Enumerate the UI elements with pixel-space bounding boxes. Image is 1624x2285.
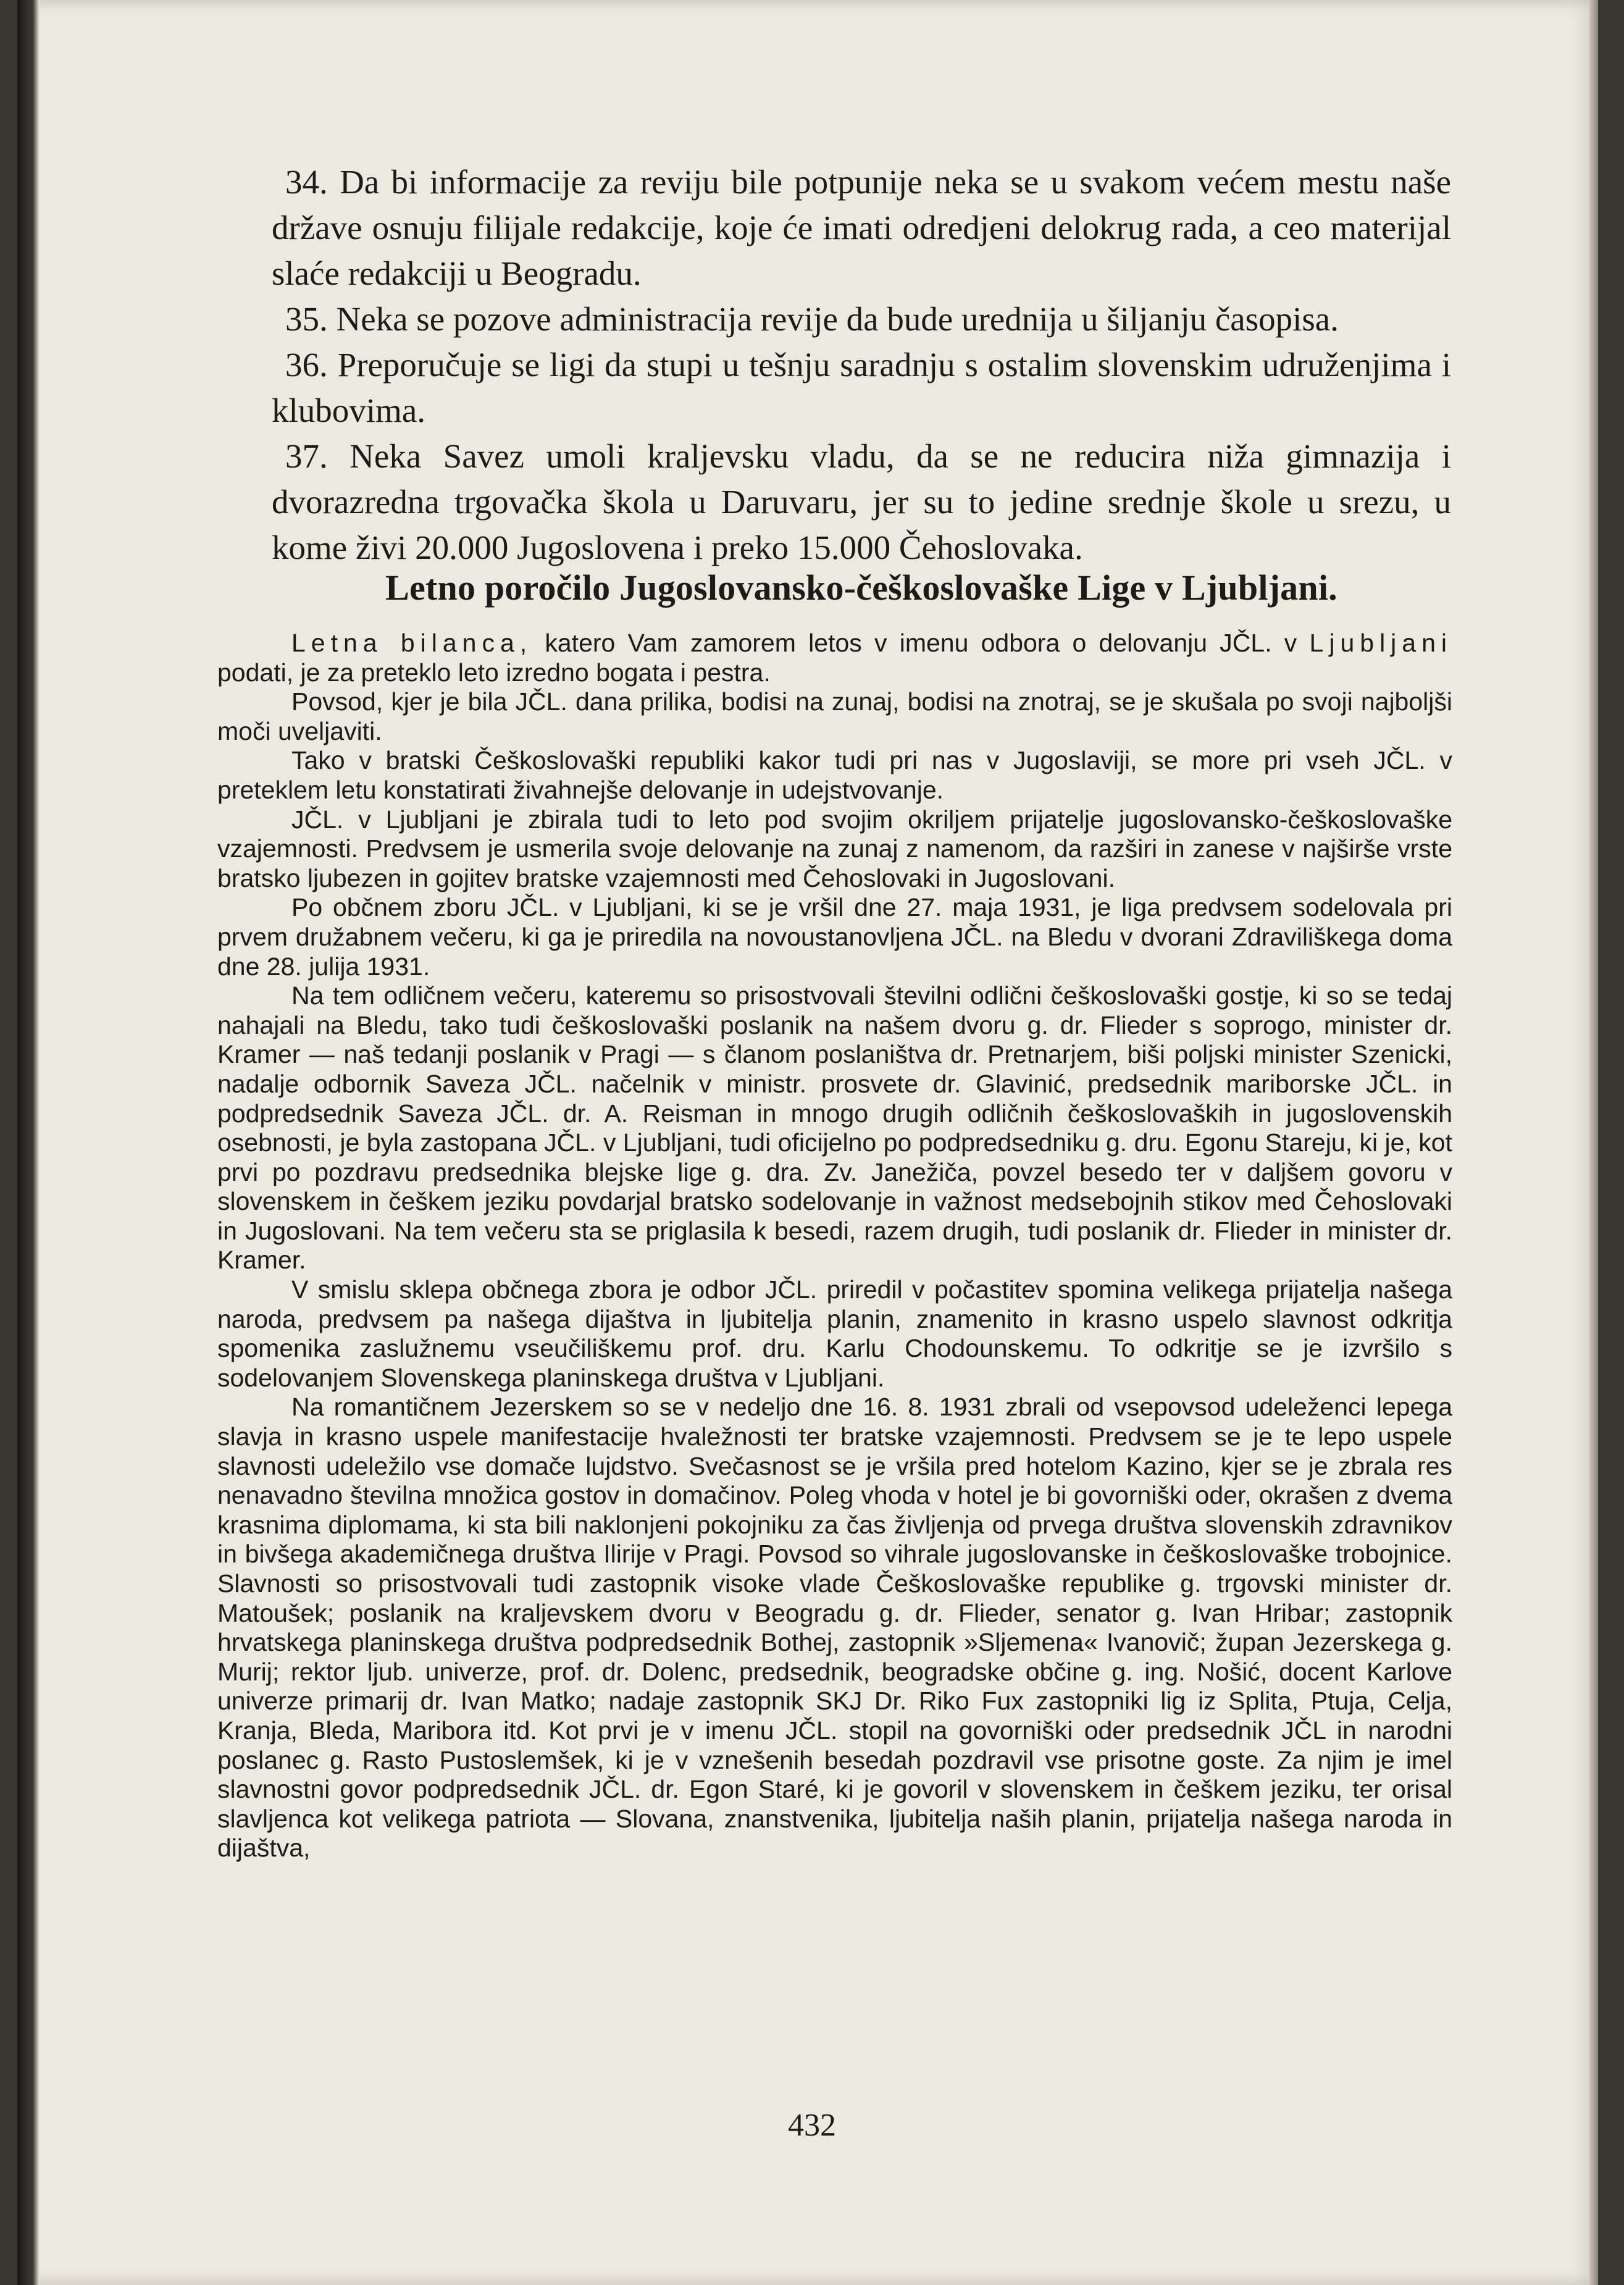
report-heading: Letno poročilo Jugoslovansko-češkoslovaške Lige v Ljubljani. [385,568,1337,608]
resolution-36: 36. Preporučuje se ligi da stupi u tešnju saradnju s ostalim slovenskim udruženjima i klubovima. [272,346,1451,429]
report-p1-text-b: podati, je za preteklo leto izredno bogata i pestra. [217,658,771,687]
resolution-37: 37. Neka Savez umoli kraljevsku vladu, da se ne reducira niža gimnazija i dvorazredna trgovačka škola u Daruvaru, jer su to jedine srednje škole u srezu, u kome živi 20.000 Jugoslovena i preko 15.000 Čehoslovaka. [272,437,1451,566]
report-paragraph-7: V smislu sklepa občnega zbora je odbor JČL. priredil v počastitev spomina velikega prijatelja našega naroda, predvsem pa našega dijaštva in ljubitelja planin, znamenito in krasno uspelo slavnost odkritja spomenika zaslužnemu vseučiliškemu prof. dru. Karlu Chodounskemu. To odkritje se je izvršilo s sodelovanjem Slovenskega planinskega društva v Ljubljani. [217,1275,1452,1392]
report-paragraph-3: Tako v bratski Češkoslovaški republiki kakor tudi pri nas v Jugoslaviji, se more pri vseh JČL. v preteklem letu konstatirati živahnejše delovanje in udejstvovanje. [217,746,1452,804]
resolutions-block [272,159,1451,571]
spaced-ljubljani: Ljubljani [1309,629,1452,657]
report-paragraph-6: Na tem odličnem večeru, kateremu so prisostvovali številni odlični češkoslovaški gostje, ki so se tedaj nahajali na Bledu, tako tudi češkoslovaški poslanik na našem dvoru g. dr. Flieder s soprogo, minister dr. Kramer — naš tedanji poslanik v Pragi — s članom poslaništva dr. Pretnarjem, biši poljski minister Szenicki, nadalje odbornik Saveza JČL. načelnik v ministr. prosvete dr. Glavinić, predsednik mariborske JČL. in podpredsednik Saveza JČL. dr. A. Reisman in mnogo drugih odličnih češkoslovaških in jugoslovenskih osebnosti, je byla zastopana JČL. v Ljubljani, tudi oficijelno po podpredsedniku g. dru. Egonu Stareju, ki je, kot prvi po pozdravu predsednika blejske lige g. dra. Zv. Janežiča, povzel besedo ter v daljšem govoru v slovenskem in češkem jeziku povdarjal bratsko sodelovanje in važnost medsebojnih stikov med Čehoslovaki in Jugoslovani. Na tem večeru sta se priglasila k besedi, razem drugih, tudi poslanik dr. Flieder in minister dr. Kramer. [217,981,1452,1275]
page-number: 432 [788,2108,836,2143]
report-paragraph-2: Povsod, kjer je bila JČL. dana prilika, bodisi na zunaj, bodisi na znotraj, se je skušala po svoji najboljši moči uveljaviti. [217,687,1452,745]
resolution-34: 34. Da bi informacije za reviju bile potpunije neka se u svakom većem mestu naše države osnuju filijale redakcije, koje će imati odredjeni delokrug rada, a ceo materijal slaće redakciji u Beogradu. [272,163,1451,292]
report-body [217,629,1452,1863]
page-edge [1589,0,1598,2285]
report-paragraph-8: Na romantičnem Jezerskem so se v nedeljo dne 16. 8. 1931 zbrali od vsepovsod udeleženci lepega slavja in krasno uspele manifestacije hvaležnosti ter bratske vzajemnosti. Predvsem se je te lepo uspele slavnosti udeležilo vse domače lujdstvo. Svečasnost se je vršila pred hotelom Kazino, kjer se je zbrala res nenavadno številna množica gostov in domačinov. Poleg vhoda v hotel je bi govorniški oder, okrašen z dvema krasnima diplomama, ki sta bili naklonjeni pokojniku za čas življenja od prvega društva slovenskih zdravnikov in bivšega akademičnega društva Ilirije v Pragi. Povsod so vihrale jugoslovanske in češkoslovaške trobojnice. Slavnosti so prisostvovali tudi zastopnik visoke vlade Češkoslovaške republike g. trgovski minister dr. Matoušek; poslanik na kraljevskem dvoru v Beogradu g. dr. Flieder, senator g. Ivan Hribar; zastopnik hrvatskega planinskega društva podpredsednik Bothej, zastopnik »Sljemena« Ivanovič; župan Jezerskega g. Murij; rektor ljub. univerze, prof. dr. Dolenc, predsednik, beogradske občine g. ing. Nošić, docent Karlove univerze primarij dr. Ivan Matko; nadaje zastopnik SKJ Dr. Riko Fux zastopniki lig iz Splita, Ptuja, Celja, Kranja, Bleda, Maribora itd. Kot prvi je v imenu JČL. stopil na govorniški oder predsednik JČL in narodni poslanec g. Rasto Pustoslemšek, ki je v vznešenih besedah pozdravil vse prisotne goste. Za njim je imel slavnostni govor podpredsednik JČL. dr. Egon Staré, ki je govoril v slovenskem in češkem jeziku, ter orisal slavljenca kot velikega patriota — Slovana, znanstvenika, ljubitelja naših planin, prijatelja našega naroda in dijaštva, [217,1393,1452,1863]
report-p1-text-a: katero Vam zamorem letos v imenu odbora o delovanju JČL. v [532,629,1310,657]
page-binding-shadow [17,0,40,2285]
spaced-letna-bilanca: Letna bilanca, [291,629,533,657]
report-paragraph-5: Po občnem zboru JČL. v Ljubljani, ki se je vršil dne 27. maja 1931, je liga predvsem sodelovala pri prvem družabnem večeru, ki ga je priredila na novoustanovljena JČL. na Bledu v dvorani Zdraviliškega doma dne 28. julija 1931. [217,893,1452,981]
report-paragraph-4: JČL. v Ljubljani je zbirala tudi to leto pod svojim okriljem prijatelje jugoslovansko-češkoslovaške vzajemnosti. Predvsem je usmerila svoje delovanje na zunaj z namenom, da razširi in zanese v najširše vrste bratsko ljubezen in gojitev bratske vzajemnosti med Čehoslovaki in Jugoslovani. [217,805,1452,892]
report-paragraph-1 [217,629,1452,687]
resolution-35: 35. Neka se pozove administracija revije da bude urednija u šiljanju časopisa. [285,300,1339,338]
